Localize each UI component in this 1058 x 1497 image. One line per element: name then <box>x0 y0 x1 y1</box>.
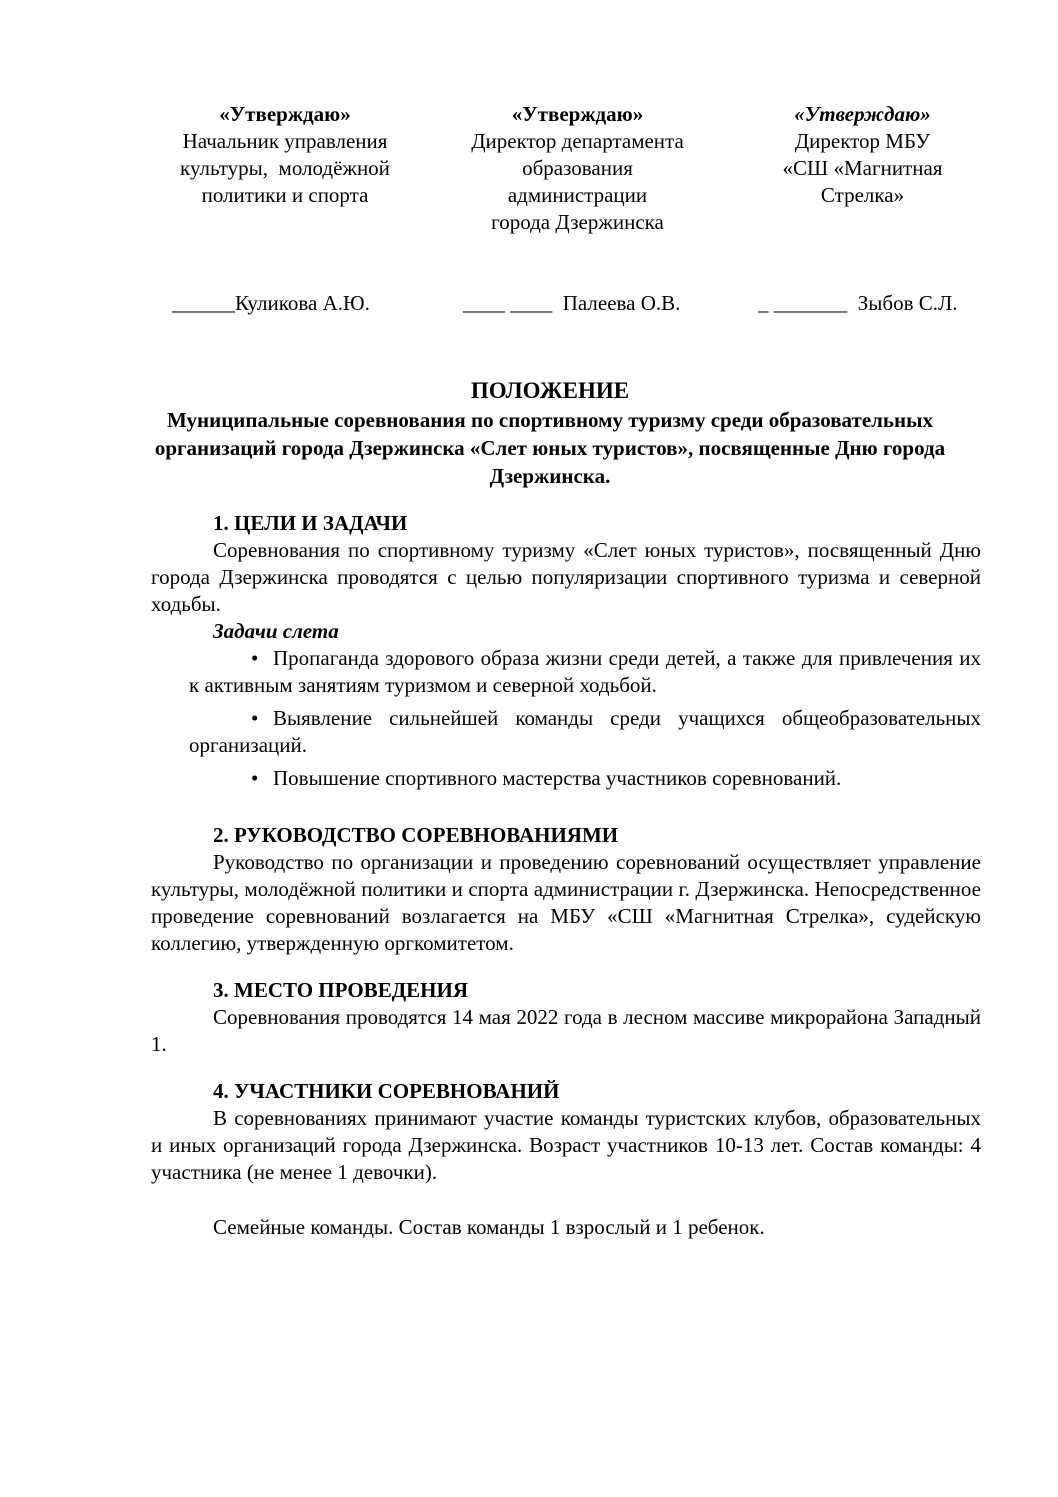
task-text: Выявление сильнейшей команды среди учащихся общеобразовательных организаций. <box>189 706 981 757</box>
approval-line: Стрелка» <box>820 183 905 207</box>
document-subtitle: Муниципальные соревнования по спортивному туризму среди образовательных организаций города Дзержинска «Слет юных туристов», посвященные Дню города Дзержинска. <box>154 408 946 488</box>
section-text-family-teams: Семейные команды. Состав команды 1 взрослый и 1 ребенок. <box>213 1215 765 1239</box>
approval-block-culture <box>150 101 420 209</box>
section-text-venue: Соревнования проводятся 14 мая 2022 года в лесном массиве микрорайона Западный 1. <box>151 1005 981 1056</box>
approval-line: Директор МБУ <box>794 129 931 153</box>
document-title-block <box>120 376 980 490</box>
task-text: Пропаганда здорового образа жизни среди детей, а также для привлечения их к активным занятиям туризмом и северной ходьбой. <box>189 646 981 697</box>
bullet-icon: • <box>251 706 259 730</box>
section-heading-participants: 4. УЧАСТНИКИ СОРЕВНОВАНИЙ <box>213 1079 560 1103</box>
section-text-management: Руководство по организации и проведению соревнований осуществляет управление культуры, молодёжной политики и спорта администрации г. Дзержинска. Непосредственное проведение соревнований возлагается на МБУ «СШ «Магнитная Стрелка», судейскую коллегию, утвержденную оргкомитетом. <box>151 850 981 955</box>
approval-heading: «Утверждаю» <box>511 102 644 126</box>
approval-line: «СШ «Магнитная <box>782 156 943 180</box>
approval-line: Директор департамента <box>471 129 684 153</box>
section-heading-venue: 3. МЕСТО ПРОВЕДЕНИЯ <box>213 978 468 1002</box>
approval-heading: «Утверждаю» <box>794 102 931 126</box>
approval-line: города Дзержинска <box>491 210 664 234</box>
document-title: ПОЛОЖЕНИЕ <box>470 378 630 403</box>
tasks-heading: Задачи слета <box>213 619 339 643</box>
approval-line: образования <box>522 156 633 180</box>
approval-block-education <box>440 101 715 236</box>
list-item <box>189 705 981 759</box>
approval-line: политики и спорта <box>201 183 369 207</box>
section-text-participants: В соревнованиях принимают участие команды туристских клубов, образовательных и иных организаций города Дзержинска. Возраст участников 10-13 лет. Состав команды: 4 участника (не менее 1 девочки). <box>151 1106 981 1184</box>
tasks-list <box>151 645 981 792</box>
approval-line: администрации <box>507 183 648 207</box>
section-heading-goals: 1. ЦЕЛИ И ЗАДАЧИ <box>213 511 408 535</box>
approval-line: Начальник управления <box>182 129 388 153</box>
signature-kulikova: ______Куликова А.Ю. <box>172 291 370 315</box>
signature-zybov: _ _______ Зыбов С.Л. <box>758 291 958 315</box>
section-text-goals: Соревнования по спортивному туризму «Слет юных туристов», посвященный Дню города Дзержинска проводятся с целью популяризации спортивного туризма и северной ходьбы. <box>151 538 981 616</box>
bullet-icon: • <box>251 646 259 670</box>
document-body <box>151 510 981 1241</box>
approval-heading: «Утверждаю» <box>219 102 351 126</box>
bullet-icon: • <box>251 766 259 790</box>
section-heading-management: 2. РУКОВОДСТВО СОРЕВНОВАНИЯМИ <box>213 823 619 847</box>
approval-block-school <box>735 101 990 209</box>
list-item <box>189 765 981 792</box>
approval-line: культуры, молодёжной <box>180 156 390 180</box>
list-item <box>189 645 981 699</box>
signature-paleeva: ____ ____ Палеева О.В. <box>463 291 681 315</box>
task-text: Повышение спортивного мастерства участников соревнований. <box>273 766 842 790</box>
